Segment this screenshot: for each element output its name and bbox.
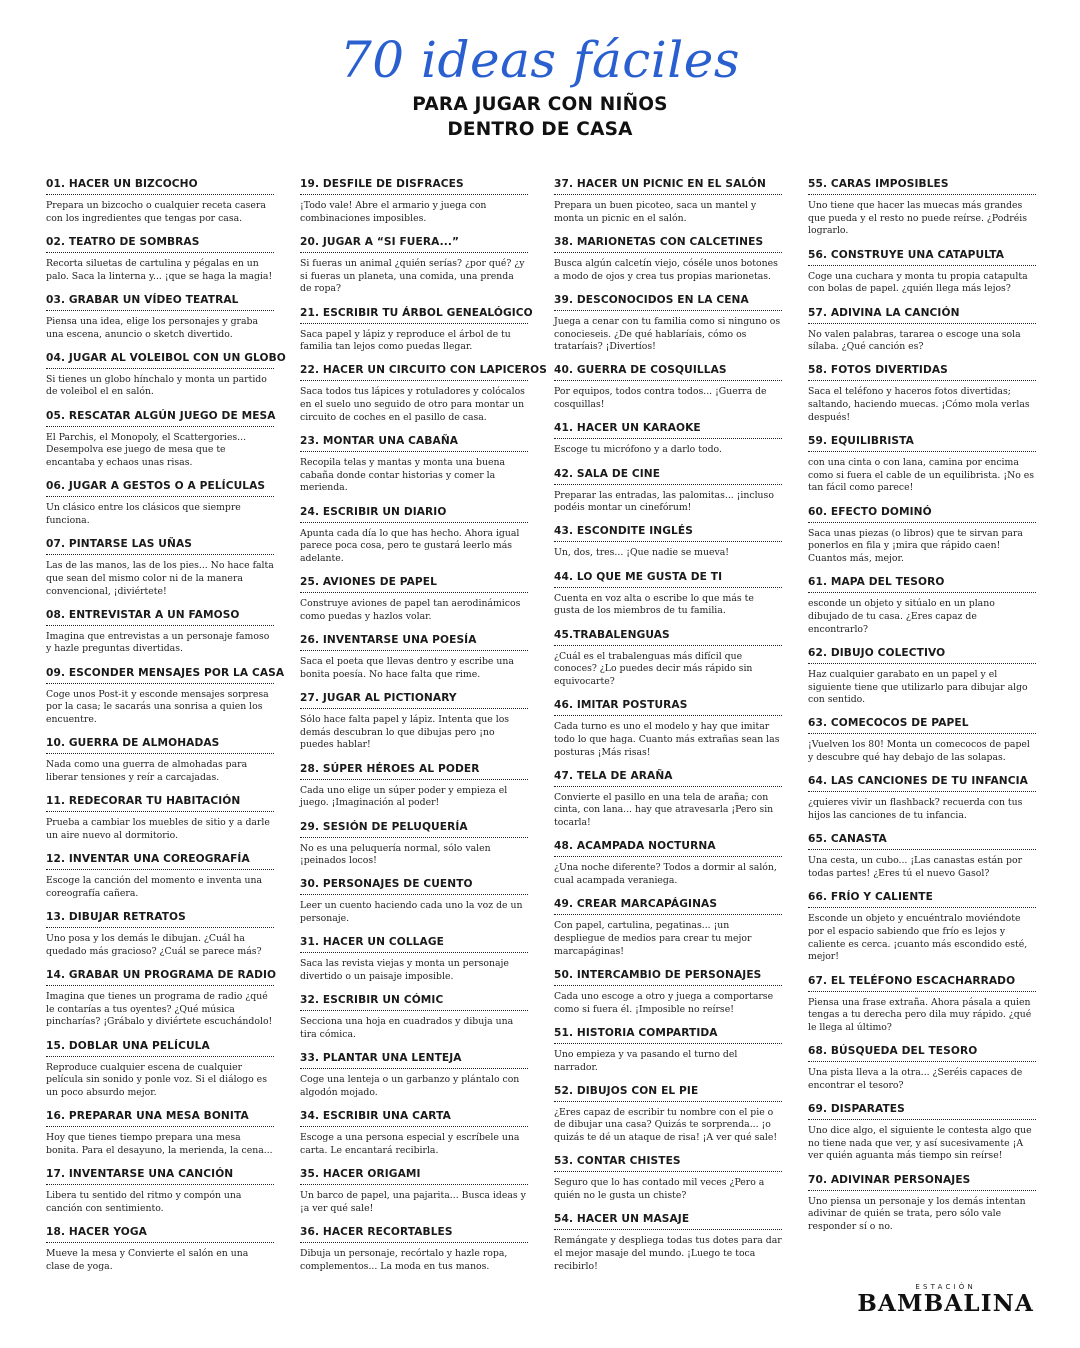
idea-item <box>808 576 1036 636</box>
idea-title: 64. LAS CANCIONES DE TU INFANCIA <box>808 775 1036 792</box>
idea-title: 37. HACER UN PICNIC EN EL SALÓN <box>554 178 782 195</box>
idea-title: 50. INTERCAMBIO DE PERSONAJES <box>554 969 782 986</box>
idea-description: Escoge tu micrófono y a darlo todo. <box>554 444 722 456</box>
idea-title: 53. CONTAR CHISTES <box>554 1155 782 1172</box>
logo-wordmark: BAMBALINA <box>857 1290 1034 1317</box>
ideas-columns <box>46 178 1036 1318</box>
idea-description: Construye aviones de papel tan aerodinámicos como puedas y hazlos volar. <box>300 598 521 622</box>
idea-title: 21. ESCRIBIR TU ÁRBOL GENEALÓGICO <box>300 307 528 324</box>
idea-title: 43. ESCONDITE INGLÉS <box>554 525 782 542</box>
idea-item <box>46 1110 274 1157</box>
idea-description: Una pista lleva a la otra... ¿Seréis capaces de encontrar el tesoro? <box>808 1067 1023 1091</box>
idea-title: 06. JUGAR A GESTOS O A PELÍCULAS <box>46 480 274 497</box>
idea-title: 17. INVENTARSE UNA CANCIÓN <box>46 1168 274 1185</box>
idea-title: 23. MONTAR UNA CABAÑA <box>300 435 528 452</box>
idea-description: esconde un objeto y sitúalo en un plano dibujado de tu casa. ¿Eres capaz de encontrarlo? <box>808 598 995 635</box>
idea-title: 04. JUGAR AL VOLEIBOL CON UN GLOBO <box>46 352 274 369</box>
page-header <box>0 28 1080 142</box>
idea-item <box>300 994 528 1041</box>
idea-item <box>808 435 1036 495</box>
idea-description: Remángate y despliega todas tus dotes para dar el mejor masaje del mundo. ¡Luego te toca recibirlo! <box>554 1235 782 1272</box>
idea-item <box>300 692 528 752</box>
idea-item <box>46 795 274 842</box>
idea-title: 67. EL TELÉFONO ESCACHARRADO <box>808 975 1036 992</box>
subtitle-line-2: DENTRO DE CASA <box>447 119 633 140</box>
idea-item <box>554 468 782 515</box>
idea-item <box>46 1040 274 1100</box>
idea-item <box>300 821 528 868</box>
idea-title: 56. CONSTRUYE UNA CATAPULTA <box>808 249 1036 266</box>
idea-item <box>808 717 1036 764</box>
idea-title: 15. DOBLAR UNA PELÍCULA <box>46 1040 274 1057</box>
idea-title: 27. JUGAR AL PICTIONARY <box>300 692 528 709</box>
idea-description: Piensa una idea, elige los personajes y graba una escena, anuncio o sketch divertido. <box>46 315 259 340</box>
idea-description: Un barco de papel, una pajarita... Busca ideas y ¡a ver qué sale! <box>300 1190 526 1214</box>
idea-description: Coge una cuchara y monta tu propia catapulta con bolas de papel. ¿quién llega más lejos? <box>808 270 1028 295</box>
idea-description: Si tienes un globo hínchalo y monta un partido de voleibol el en salón. <box>46 373 267 398</box>
idea-description: Imagina que tienes un programa de radio ¿qué le contarías a tus oyentes? ¿Qué música pincharías? ¡Grábalo y diviértete escuchándolo! <box>46 990 273 1028</box>
idea-description: Un, dos, tres... ¡Que nadie se mueva! <box>554 547 730 559</box>
subtitle-line-1: PARA JUGAR CON NIÑOS <box>412 94 668 115</box>
idea-item <box>808 1045 1036 1092</box>
idea-item <box>46 1168 274 1215</box>
idea-title: 26. INVENTARSE UNA POESÍA <box>300 634 528 651</box>
idea-item <box>300 506 528 566</box>
idea-description: ¿Cuál es el trabalenguas más difícil que conoces? ¿Lo puedes decir más rápido sin equivocarte? <box>554 650 753 687</box>
idea-title: 54. HACER UN MASAJE <box>554 1213 782 1230</box>
idea-item <box>46 911 274 958</box>
idea-title: 13. DIBUJAR RETRATOS <box>46 911 274 928</box>
idea-description: Cada uno elige un súper poder y empieza el juego. ¡Imaginación al poder! <box>300 784 508 809</box>
idea-description: No valen palabras, tararea o escoge una sola sílaba. ¿Qué canción es? <box>808 328 1021 353</box>
idea-item <box>554 1027 782 1074</box>
idea-description: Libera tu sentido del ritmo y compón una canción con sentimiento. <box>46 1190 242 1214</box>
idea-description: Uno empieza y va pasando el turno del narrador. <box>554 1048 738 1073</box>
idea-item <box>46 410 274 470</box>
idea-description: Imagina que entrevistas a un personaje famoso y hazle preguntas divertidas. <box>46 630 270 655</box>
idea-description: Recorta siluetas de cartulina y pégalas en un palo. Saca la linterna y... ¡que se haga la magia! <box>46 257 273 282</box>
idea-title: 48. ACAMPADA NOCTURNA <box>554 840 782 857</box>
brand-logo <box>857 1283 1034 1316</box>
idea-item <box>300 878 528 925</box>
idea-item <box>808 364 1036 424</box>
idea-title: 09. ESCONDER MENSAJES POR LA CASA <box>46 667 274 684</box>
idea-item <box>808 1174 1036 1234</box>
idea-description: Preparar las entradas, las palomitas... ¡incluso podéis montar un cinefórum! <box>554 489 774 514</box>
idea-item <box>808 891 1036 964</box>
idea-item <box>554 422 782 457</box>
idea-item <box>300 1168 528 1215</box>
idea-description: Mueve la mesa y Convierte el salón en una clase de yoga. <box>46 1247 249 1272</box>
idea-title: 69. DISPARATES <box>808 1103 1036 1120</box>
idea-description: Haz cualquier garabato en un papel y el siguiente tiene que utilizarlo para dibujar algo con sentido. <box>808 668 1028 706</box>
idea-item <box>300 634 528 681</box>
idea-item <box>554 571 782 618</box>
idea-description: Reproduce cualquier escena de cualquier película sin sonido y ponle voz. Si el diálogo es un poco absurdo mejor. <box>46 1061 267 1098</box>
idea-description: El Parchis, el Monopoly, el Scattergories... Desempolva ese juego de mesa que te encantaba y echaos unas risas. <box>46 431 247 469</box>
idea-title: 36. HACER RECORTABLES <box>300 1226 528 1243</box>
idea-title: 39. DESCONOCIDOS EN LA CENA <box>554 294 782 311</box>
idea-item <box>554 969 782 1016</box>
idea-description: No es una peluquería normal, sólo valen ¡peinados locos! <box>300 842 491 867</box>
idea-description: Una cesta, un cubo... ¡Las canastas están por todas partes! ¿Eres tú el nuevo Gasol? <box>808 855 1023 879</box>
idea-description: Escoge a una persona especial y escríbele una carta. Le encantará recibirla. <box>300 1132 520 1156</box>
idea-title: 32. ESCRIBIR UN CÓMIC <box>300 994 528 1011</box>
idea-title: 45.TRABALENGUAS <box>554 629 782 646</box>
idea-title: 46. IMITAR POSTURAS <box>554 699 782 716</box>
idea-item <box>808 307 1036 354</box>
idea-description: Prepara un bizcocho o cualquier receta casera con los ingredientes que tengas por casa. <box>46 200 266 224</box>
idea-item <box>46 480 274 527</box>
idea-description: ¿quieres vivir un flashback? recuerda con tus hijos las canciones de tu infancia. <box>808 797 1023 822</box>
idea-item <box>554 1213 782 1273</box>
idea-title: 29. SESIÓN DE PELUQUERÍA <box>300 821 528 838</box>
idea-description: Esconde un objeto y encuéntralo moviéndote por el espacio sabiendo que frío es lejos y caliente es cerca. ¡cuanto más escondido esté, mejor! <box>808 913 1028 963</box>
idea-title: 16. PREPARAR UNA MESA BONITA <box>46 1110 274 1127</box>
idea-item <box>300 178 528 225</box>
idea-description: Prueba a cambiar los muebles de sitio y a darle un aire nuevo al dormitorio. <box>46 817 270 841</box>
idea-title: 58. FOTOS DIVERTIDAS <box>808 364 1036 381</box>
idea-title: 57. ADIVINA LA CANCIÓN <box>808 307 1036 324</box>
idea-title: 25. AVIONES DE PAPEL <box>300 576 528 593</box>
idea-description: Hoy que tienes tiempo prepara una mesa bonita. Para el desayuno, la merienda, la cena... <box>46 1132 273 1156</box>
idea-description: Cuenta en voz alta o escribe lo que más te gusta de los miembros de tu familia. <box>554 592 754 617</box>
idea-description: Con papel, cartulina, pegatinas... ¡un despliegue de medios para crear tu mejor marcapáginas! <box>554 920 752 957</box>
idea-description: ¡Todo vale! Abre el armario y juega con combinaciones imposibles. <box>300 200 487 224</box>
idea-title: 18. HACER YOGA <box>46 1226 274 1243</box>
idea-item <box>808 975 1036 1035</box>
page-title: 70 ideas fáciles <box>339 31 741 89</box>
idea-item <box>46 538 274 598</box>
idea-title: 49. CREAR MARCAPÁGINAS <box>554 898 782 915</box>
idea-item <box>300 236 528 296</box>
idea-description: Prepara un buen picoteo, saca un mantel y monta un picnic en el salón. <box>554 200 757 224</box>
idea-description: ¿Una noche diferente? Todos a dormir al salón, cual acampada veraniega. <box>554 862 777 887</box>
idea-title: 05. RESCATAR ALGÚN JUEGO DE MESA <box>46 410 274 427</box>
idea-title: 33. PLANTAR UNA LENTEJA <box>300 1052 528 1069</box>
idea-description: ¡Vuelven los 80! Monta un comecocos de papel y descubre qué hay debajo de las solapas. <box>808 739 1030 764</box>
idea-item <box>300 1110 528 1157</box>
idea-item <box>300 763 528 810</box>
idea-description: Recopila telas y mantas y monta una buena cabaña donde contar historias y comer la merienda. <box>300 457 506 494</box>
idea-description: ¿Eres capaz de escribir tu nombre con el pie o de dibujar una casa? Quizás te sorprenda... ¡o quizás te dé un ataque de risa! ¡A ver qué sale! <box>554 1106 778 1144</box>
idea-description: Uno dice algo, el siguiente le contesta algo que no tiene nada que ver, y así sucesivamente ¡A ver quién aguanta más tiempo sin reírse! <box>808 1125 1032 1162</box>
idea-description: Busca algún calcetín viejo, cóséle unos botones a modo de ojos y crea tus propias marionetas. <box>554 257 778 282</box>
idea-description: Si fueras un animal ¿quién serías? ¿por qué? ¿y si fueras un planeta, una comida, una prenda de ropa? <box>300 257 525 295</box>
idea-title: 55. CARAS IMPOSIBLES <box>808 178 1036 195</box>
idea-title: 35. HACER ORIGAMI <box>300 1168 528 1185</box>
idea-item <box>808 775 1036 822</box>
idea-description: Saca todos tus lápices y rotuladores y colócalos en el suelo uno seguido de otro para montar un circuito de coches en el pasillo de casa. <box>300 386 525 423</box>
idea-description: Cada uno escoge a otro y juega a comportarse como si fuera él. ¡Imposible no reírse! <box>554 990 774 1015</box>
idea-description: Convierte el pasillo en una tela de araña; con cinta, con lana... hay que atravesarla ¡Pero sin tocarla! <box>554 791 774 829</box>
idea-description: Juega a cenar con tu familia como si ninguno os conocieseis. ¿De qué hablaríais, cómo os trataríais? ¡Divertíos! <box>554 315 781 353</box>
idea-item <box>808 833 1036 880</box>
idea-item <box>554 525 782 560</box>
idea-item <box>808 647 1036 707</box>
column-1 <box>46 178 286 1284</box>
idea-title: 52. DIBUJOS CON EL PIE <box>554 1085 782 1102</box>
idea-item <box>554 770 782 830</box>
idea-description: Escoge la canción del momento e inventa una coreografía cañera. <box>46 875 262 899</box>
idea-title: 22. HACER UN CIRCUITO CON LAPICEROS <box>300 364 528 381</box>
idea-title: 28. SÚPER HÉROES AL PODER <box>300 763 528 780</box>
idea-description: Por equipos, todos contra todos... ¡Guerra de cosquillas! <box>554 386 767 411</box>
idea-item <box>300 435 528 495</box>
idea-item <box>808 506 1036 566</box>
idea-description: Leer un cuento haciendo cada uno la voz de un personaje. <box>300 900 523 925</box>
idea-title: 31. HACER UN COLLAGE <box>300 936 528 953</box>
idea-title: 11. REDECORAR TU HABITACIÓN <box>46 795 274 812</box>
idea-title: 63. COMECOCOS DE PAPEL <box>808 717 1036 734</box>
idea-title: 10. GUERRA DE ALMOHADAS <box>46 737 274 754</box>
idea-description: Apunta cada día lo que has hecho. Ahora igual parece poca cosa, pero te gustará leerlo más adelante. <box>300 527 520 565</box>
column-4 <box>808 178 1036 1244</box>
idea-item <box>46 236 274 283</box>
idea-description: Piensa una frase extraña. Ahora pásala a quien tengas a tu derecha pero dila muy rápido. ¿qué le llega al último? <box>808 996 1032 1033</box>
idea-item <box>808 1103 1036 1163</box>
idea-title: 65. CANASTA <box>808 833 1036 850</box>
idea-item <box>46 294 274 341</box>
idea-title: 47. TELA DE ARAÑA <box>554 770 782 787</box>
idea-description: Uno tiene que hacer las muecas más grandes que pueda y el resto no puede reírse. ¿Podréis lograrlo. <box>808 200 1027 237</box>
idea-item <box>554 294 782 354</box>
idea-description: con una cinta o con lana, camina por encima como si fuera el cable de un equilibrista. ¡No es tan fácil como parece! <box>808 457 1035 494</box>
idea-title: 30. PERSONAJES DE CUENTO <box>300 878 528 895</box>
idea-item <box>46 666 285 727</box>
idea-title: 59. EQUILIBRISTA <box>808 435 1036 452</box>
idea-item <box>46 609 274 656</box>
idea-description: Sólo hace falta papel y lápiz. Intenta que los demás descubran lo que dibujas pero ¡no puedes hablar! <box>300 714 510 751</box>
idea-title: 20. JUGAR A “SI FUERA...” <box>300 236 528 253</box>
idea-title: 08. ENTREVISTAR A UN FAMOSO <box>46 609 274 626</box>
idea-item <box>808 178 1036 238</box>
idea-title: 51. HISTORIA COMPARTIDA <box>554 1027 782 1044</box>
idea-title: 07. PINTARSE LAS UÑAS <box>46 538 274 555</box>
idea-description: Un clásico entre los clásicos que siempre funciona. <box>46 502 241 526</box>
idea-item <box>46 737 274 784</box>
idea-title: 68. BÚSQUEDA DEL TESORO <box>808 1045 1036 1062</box>
idea-item <box>554 1155 782 1202</box>
idea-title: 66. FRÍO Y CALIENTE <box>808 891 1036 908</box>
idea-item <box>300 1052 528 1099</box>
column-2 <box>300 178 547 1284</box>
idea-title: 61. MAPA DEL TESORO <box>808 576 1036 593</box>
idea-title: 44. LO QUE ME GUSTA DE TI <box>554 571 782 588</box>
idea-item <box>554 629 782 689</box>
idea-description: Coge unos Post-it y esconde mensajes sorpresa por la casa; le sacarás una sonrisa a quien los encuentre. <box>46 688 269 726</box>
idea-description: Uno piensa un personaje y los demás intentan adivinar de quién se trata, pero sólo vale responder sí o no. <box>808 1195 1026 1233</box>
idea-description: Saca el teléfono y haceros fotos divertidas; saltando, haciendo muecas. ¡Cómo mola verlas después! <box>808 386 1030 423</box>
idea-description: Saca el poeta que llevas dentro y escribe una bonita poesía. No hace falta que rime. <box>300 656 514 680</box>
column-3 <box>554 178 782 1284</box>
idea-title: 01. HACER UN BIZCOCHO <box>46 178 274 195</box>
idea-description: Seguro que lo has contado mil veces ¿Pero a quién no le gusta un chiste? <box>554 1177 765 1202</box>
idea-title: 41. HACER UN KARAOKE <box>554 422 782 439</box>
idea-title: 42. SALA DE CINE <box>554 468 782 485</box>
idea-description: Coge una lenteja o un garbanzo y plántalo con algodón mojado. <box>300 1074 520 1098</box>
page-subtitle <box>0 92 1080 142</box>
idea-item <box>46 178 274 225</box>
idea-description: Cada turno es uno el modelo y hay que imitar todo lo que haga. Cuanto más extrañas sean las posturas ¡Más risas! <box>554 721 780 758</box>
idea-item <box>300 1226 528 1273</box>
idea-title: 60. EFECTO DOMINÓ <box>808 506 1036 523</box>
idea-item <box>300 576 528 623</box>
idea-title: 03. GRABAR UN VÍDEO TEATRAL <box>46 294 274 311</box>
idea-title: 19. DESFILE DE DISFRACES <box>300 178 528 195</box>
idea-item <box>554 178 782 225</box>
idea-title: 38. MARIONETAS CON CALCETINES <box>554 236 782 253</box>
idea-description: Las de las manos, las de los pies... No hace falta que sean del mismo color ni de la manera convencional, ¡diviértete! <box>46 560 274 597</box>
idea-item <box>554 840 782 887</box>
idea-item <box>808 249 1036 296</box>
idea-title: 40. GUERRA DE COSQUILLAS <box>554 364 782 381</box>
idea-title: 02. TEATRO DE SOMBRAS <box>46 236 274 253</box>
logo-tagline: ESTACIÓN <box>915 1283 976 1291</box>
idea-item <box>46 968 277 1029</box>
idea-description: Saca las revista viejas y monta un personaje divertido o un paisaje imposible. <box>300 958 509 983</box>
idea-description: Saca unas piezas (o libros) que te sirvan para ponerlos en fila y ¡mira que rápido caen! Cuantos más, mejor. <box>808 527 1023 565</box>
idea-title: 14. GRABAR UN PROGRAMA DE RADIO <box>46 969 274 986</box>
idea-item <box>300 364 547 424</box>
idea-title: 62. DIBUJO COLECTIVO <box>808 647 1036 664</box>
idea-title: 70. ADIVINAR PERSONAJES <box>808 1174 1036 1191</box>
idea-item <box>554 1085 782 1145</box>
idea-item <box>46 853 274 900</box>
idea-item <box>46 351 286 399</box>
idea-item <box>300 306 533 354</box>
idea-item <box>554 364 782 411</box>
idea-item <box>46 1226 274 1273</box>
idea-title: 34. ESCRIBIR UNA CARTA <box>300 1110 528 1127</box>
idea-description: Secciona una hoja en cuadrados y dibuja una tira cómica. <box>300 1016 514 1040</box>
idea-item <box>300 936 528 983</box>
idea-description: Dibuja un personaje, recórtalo y hazle ropa, complementos... La moda en tus manos. <box>300 1247 508 1272</box>
idea-description: Nada como una guerra de almohadas para liberar tensiones y reír a carcajadas. <box>46 759 248 783</box>
idea-title: 24. ESCRIBIR UN DIARIO <box>300 506 528 523</box>
idea-description: Uno posa y los demás le dibujan. ¿Cuál ha quedado más gracioso? ¿Cuál se parece más? <box>46 932 262 957</box>
idea-item <box>554 898 782 958</box>
idea-description: Saca papel y lápiz y reproduce el árbol de tu familia tan lejos como puedas llegar. <box>300 328 511 353</box>
idea-item <box>554 699 782 759</box>
idea-title: 12. INVENTAR UNA COREOGRAFÍA <box>46 853 274 870</box>
idea-item <box>554 236 782 283</box>
